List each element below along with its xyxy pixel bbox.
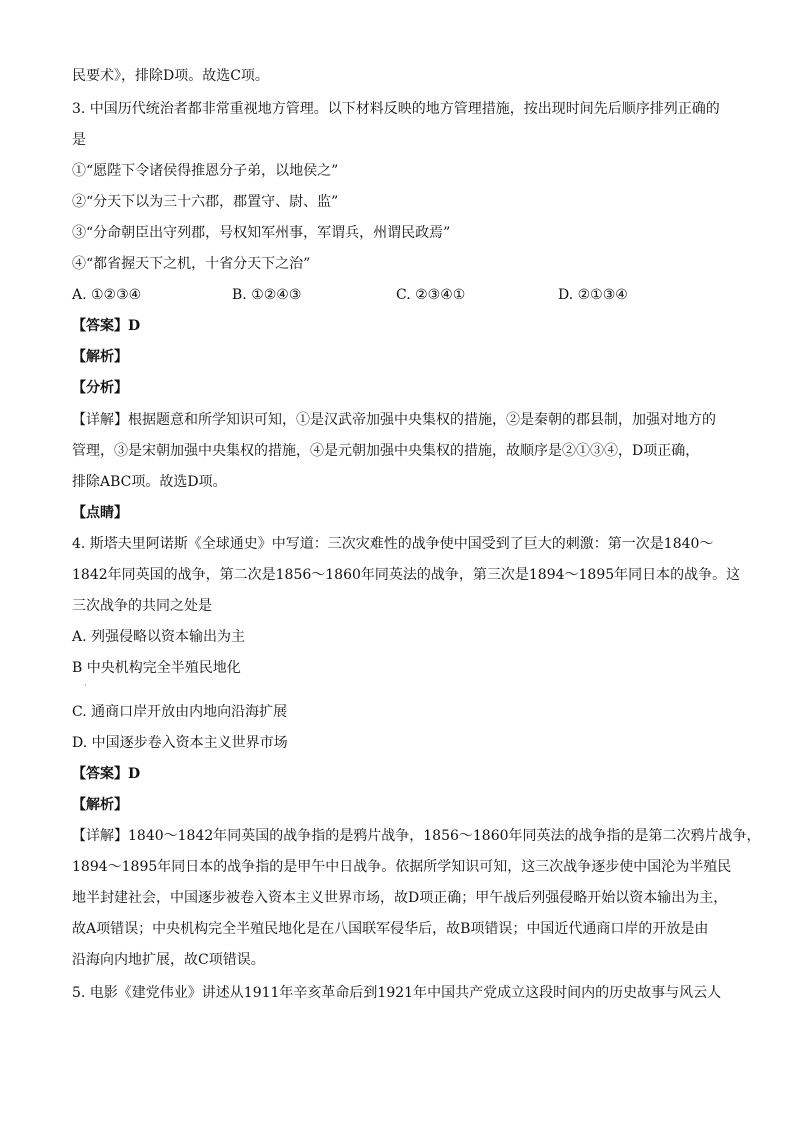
q3-option-b: B. ①②④③ — [232, 287, 302, 303]
q3-option-d: D. ②①③④ — [558, 287, 628, 303]
question-3-stem: 3. 中国历代统治者都非常重视地方管理。以下材料反映的地方管理措施，按出现时间先后顺序排列正确的 — [72, 101, 720, 117]
q4-analysis: 【解析】 — [72, 797, 128, 813]
q4-option-c: C. 通商口岸开放由内地向沿海扩展 — [72, 704, 288, 720]
q4-answer: 【答案】D — [72, 766, 141, 782]
text-line: 民要术》，排除D项。故选C项。 — [72, 68, 269, 84]
q4-option-d: D. 中国逐步卷入资本主义世界市场 — [72, 735, 288, 751]
q3-detail-line: 排除ABC项。故选D项。 — [72, 474, 227, 490]
q3-answer: 【答案】D — [72, 318, 141, 334]
q3-dianjing: 【点睛】 — [72, 505, 128, 521]
q4-detail-line: 沿海向内地扩展，故C项错误。 — [72, 952, 265, 968]
q4-option-b: B 中央机构完全半殖民地化 — [72, 660, 241, 676]
q4-detail-line: 地半封建社会，中国逐步被卷入资本主义世界市场，故D项正确；甲午战后列强侵略开始以资本输出为主， — [72, 890, 728, 906]
material-4: ④“都省握天下之机，十省分天下之治” — [72, 256, 311, 272]
q3-option-c: C. ②③④① — [396, 287, 466, 303]
q3-detail-line: 【详解】根据题意和所学知识可知，①是汉武帝加强中央集权的措施，②是秦朝的郡县制，加强对地方的 — [72, 412, 716, 428]
stray-dot: · — [84, 681, 87, 690]
q3-detail-line: 管理，③是宋朝加强中央集权的措施，④是元朝加强中央集权的措施，故顺序是②①③④，D项正确， — [72, 443, 700, 459]
question-4-stem: 4. 斯塔夫里阿诺斯《全球通史》中写道：三次灾难性的战争使中国受到了巨大的刺激：第一次是1840～ — [72, 536, 714, 552]
question-4-stem-cont: 三次战争的共同之处是 — [72, 598, 212, 614]
material-1: ①“愿陛下令诸侯得推恩分子弟，以地侯之” — [72, 163, 339, 179]
q3-analysis: 【解析】 — [72, 349, 128, 365]
question-5-stem: 5. 电影《建党伟业》讲述从1911年辛亥革命后到1921年中国共产党成立这段时间内的历史故事与风云人 — [72, 985, 722, 1001]
question-3-stem-cont: 是 — [72, 132, 86, 148]
q3-fenxi: 【分析】 — [72, 380, 128, 396]
q4-detail-line: 【详解】1840～1842年同英国的战争指的是鸦片战争，1856～1860年同英法的战争指的是第二次鸦片战争， — [72, 828, 761, 844]
q4-detail-line: 1894～1895年同日本的战争指的是甲午中日战争。依据所学知识可知，这三次战争逐步使中国沦为半殖民 — [72, 859, 732, 875]
material-3: ③“分命朝臣出守列郡，号权知军州事，军谓兵，州谓民政焉” — [72, 225, 451, 241]
material-2: ②“分天下以为三十六郡，郡置守、尉、监” — [72, 194, 339, 210]
q4-option-a: A. 列强侵略以资本输出为主 — [72, 629, 246, 645]
q3-option-a: A. ①②③④ — [72, 287, 142, 303]
question-4-stem-cont: 1842年同英国的战争，第二次是1856～1860年同英法的战争，第三次是1894～1895年同日本的战争。这 — [72, 567, 741, 583]
q4-detail-line: 故A项错误；中央机构完全半殖民地化是在八国联军侵华后，故B项错误；中国近代通商口岸的开放是由 — [72, 921, 709, 937]
